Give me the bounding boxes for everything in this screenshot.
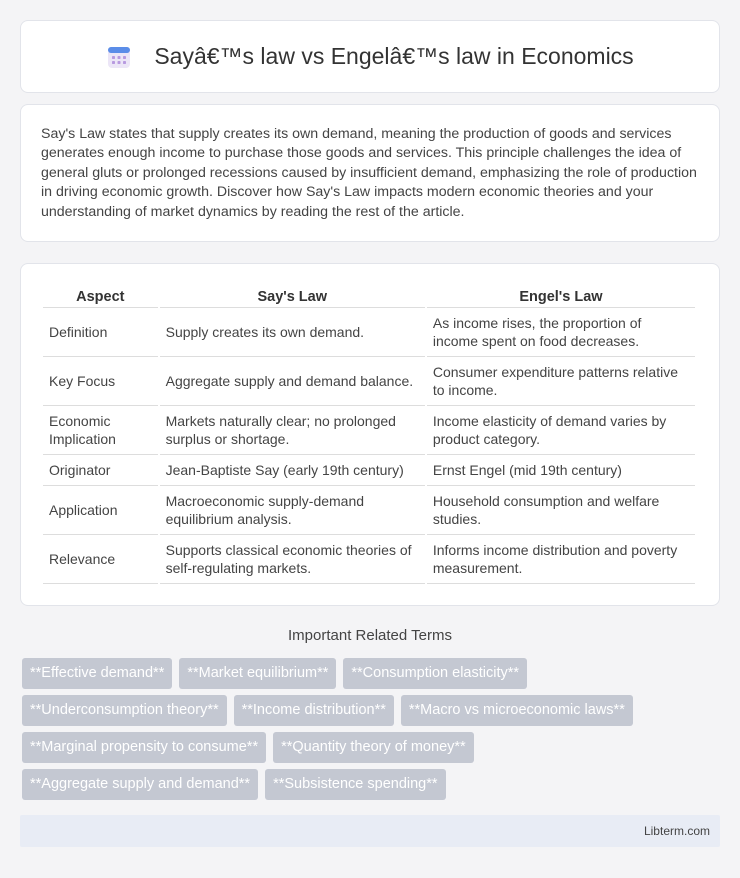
table-cell: Ernst Engel (mid 19th century) <box>427 455 695 486</box>
related-term-tag[interactable]: **Effective demand** <box>22 658 172 689</box>
related-term-tag[interactable]: **Macro vs microeconomic laws** <box>401 695 633 726</box>
related-term-tag[interactable]: **Income distribution** <box>234 695 394 726</box>
table-cell: Aggregate supply and demand balance. <box>160 357 425 406</box>
table-row <box>43 486 695 535</box>
related-term-tag[interactable]: **Aggregate supply and demand** <box>22 769 258 800</box>
related-terms-list <box>22 658 722 806</box>
calendar-icon <box>106 44 132 70</box>
table-cell: Jean-Baptiste Say (early 19th century) <box>160 455 425 486</box>
intro-card <box>20 104 720 242</box>
column-header: Engel's Law <box>427 286 695 308</box>
table-cell: Supports classical economic theories of self-regulating markets. <box>160 535 425 584</box>
page-title: Sayâ€™s law vs Engelâ€™s law in Economics <box>154 43 634 69</box>
intro-paragraph: Say's Law states that supply creates its own demand, meaning the production of goods and services generates enough income to purchase those goods and services. This principle challenges the idea of general gluts or prolonged recessions caused by insufficient demand, emphasizing the role of production in driving economic growth. Discover how Say's Law impacts modern economic theories and your understanding of market dynamics by reading the rest of the article. <box>41 126 697 220</box>
related-term-tag[interactable]: **Subsistence spending** <box>265 769 445 800</box>
title-card <box>20 20 720 93</box>
related-term-tag[interactable]: **Underconsumption theory** <box>22 695 227 726</box>
table-cell: Supply creates its own demand. <box>160 308 425 357</box>
table-cell: Informs income distribution and poverty measurement. <box>427 535 695 584</box>
table-row <box>43 357 695 406</box>
related-terms-heading: Important Related Terms <box>288 627 452 644</box>
table-cell: Macroeconomic supply-demand equilibrium analysis. <box>160 486 425 535</box>
table-row <box>43 406 695 455</box>
related-term-tag[interactable]: **Marginal propensity to consume** <box>22 732 266 763</box>
related-term-tag[interactable]: **Consumption elasticity** <box>343 658 527 689</box>
comparison-table <box>41 286 697 584</box>
table-cell: Key Focus <box>43 357 158 406</box>
table-row <box>43 455 695 486</box>
table-cell: Household consumption and welfare studies. <box>427 486 695 535</box>
footer-site-link[interactable]: Libterm.com <box>643 824 710 838</box>
table-cell: Relevance <box>43 535 158 584</box>
table-cell: Markets naturally clear; no prolonged surplus or shortage. <box>160 406 425 455</box>
column-header: Say's Law <box>160 286 425 308</box>
table-header-row <box>43 286 695 308</box>
table-cell: Economic Implication <box>43 406 158 455</box>
related-term-tag[interactable]: **Market equilibrium** <box>179 658 336 689</box>
table-row <box>43 535 695 584</box>
column-header: Aspect <box>43 286 158 308</box>
table-row <box>43 308 695 357</box>
table-cell: As income rises, the proportion of income spent on food decreases. <box>427 308 695 357</box>
table-cell: Consumer expenditure patterns relative to income. <box>427 357 695 406</box>
table-cell: Definition <box>43 308 158 357</box>
table-cell: Income elasticity of demand varies by product category. <box>427 406 695 455</box>
related-term-tag[interactable]: **Quantity theory of money** <box>273 732 474 763</box>
footer <box>20 815 720 847</box>
comparison-table-card <box>20 263 720 606</box>
table-cell: Application <box>43 486 158 535</box>
table-cell: Originator <box>43 455 158 486</box>
